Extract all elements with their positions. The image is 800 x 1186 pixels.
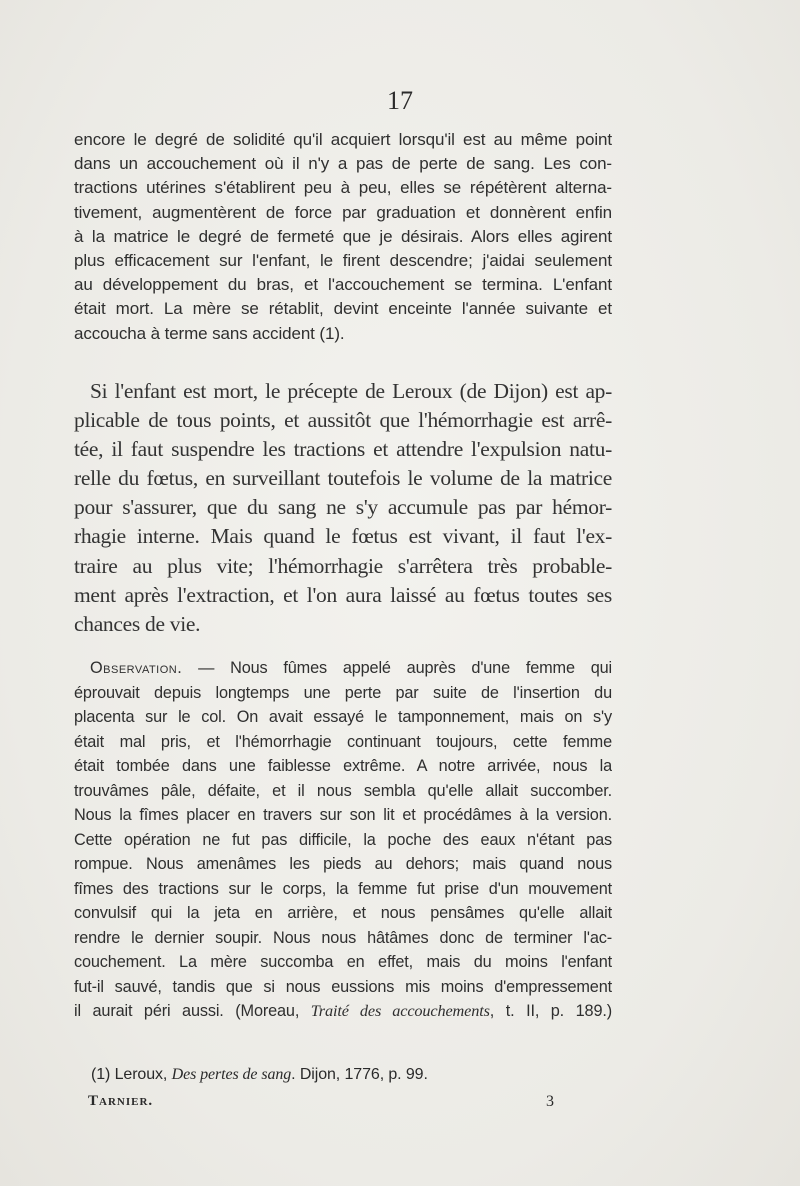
text-line: Nous la fîmes placer en travers sur son lit et procédâmes à la version. [74, 806, 612, 824]
text-line: était mal pris, et l'hémorrhagie continuant toujours, cette femme [74, 732, 612, 751]
text-line: dans un accouchement où il n'y a pas de perte de sang. Les con- [74, 154, 612, 174]
footnote-reference: . Dijon, 1776, p. 99. [291, 1066, 428, 1083]
text-line: éprouvait depuis longtemps une perte par suite de l'insertion du [74, 683, 612, 702]
text-line: placenta sur le col. On avait essayé le tamponnement, mais on s'y [74, 708, 612, 726]
paragraph-case-narrative [74, 128, 612, 346]
footnote-title: Des pertes de sang [171, 1066, 292, 1083]
text-line: fîmes des tractions sur le corps, la femme fut prise d'un mouvement [74, 879, 612, 898]
text-line [74, 999, 612, 1024]
text-line: était tombée dans une faiblesse extrême. A notre arrivée, nous la [74, 757, 612, 775]
footnote-marker: (1) Leroux, [91, 1066, 168, 1083]
text-line: tivement, augmentèrent de force par graduation et donnèrent enfin [74, 202, 612, 222]
text-line: encore le degré de solidité qu'il acquiert lorsqu'il est au même point [74, 130, 612, 149]
observation-first-line: — Nous fûmes appelé auprès d'une femme qui [198, 659, 612, 677]
signature-mark: Tarnier. [88, 1093, 154, 1109]
text-line: ment après l'extraction, et l'on aura laissé au fœtus toutes ses [74, 582, 612, 607]
text-line: relle du fœtus, en surveillant toutefois le volume de la matrice [74, 466, 612, 491]
text-line: convulsif qui la jeta en arrière, et nous pensâmes qu'elle allait [74, 904, 612, 922]
citation-author: il aurait péri aussi. (Moreau, [74, 1002, 300, 1020]
citation-reference: , t. II, p. 189.) [489, 1002, 612, 1020]
text-line: tractions utérines s'établirent peu à peu, elles se répétèrent alterna- [74, 178, 612, 198]
text-line: accoucha à terme sans accident (1). [74, 323, 345, 343]
observation-heading: Observation. [90, 659, 183, 677]
text-line: plus efficacement sur l'enfant, le firent descendre; j'aidai seulement [74, 251, 612, 271]
text-line: Cette opération ne fut pas difficile, la poche des eaux n'étant pas [74, 830, 612, 849]
text-line: tée, il faut suspendre les tractions et attendre l'expulsion natu- [74, 437, 612, 462]
text-line: trouvâmes pâle, défaite, et il nous sembla qu'elle allait succomber. [74, 781, 612, 800]
text-line: chances de vie. [74, 611, 201, 636]
text-line: rhagie interne. Mais quand le fœtus est vivant, il faut l'ex- [74, 524, 612, 549]
text-line: traire au plus vite; l'hémorrhagie s'arrêtera très probable- [74, 553, 612, 578]
sheet-number: 3 [546, 1093, 554, 1110]
text-line: plicable de tous points, et aussitôt que l'hémorrhagie est arrê- [74, 408, 612, 433]
paragraph-precept [74, 377, 612, 639]
footnote [91, 1066, 428, 1084]
text-line: couchement. La mère succomba en effet, mais du moins l'enfant [74, 953, 612, 971]
citation-title: Traité des accouchements [310, 1001, 490, 1020]
text-line: était mort. La mère se rétablit, devint enceinte l'année suivante et [74, 299, 612, 319]
text-line: rendre le dernier soupir. Nous nous hâtâmes donc de terminer l'ac- [74, 928, 612, 947]
page-number: 17 [387, 86, 413, 115]
paragraph-observation [74, 656, 612, 1024]
text-line [74, 656, 612, 681]
text-line: au développement du bras, et l'accouchement se termina. L'enfant [74, 275, 612, 295]
text-line: rompue. Nous amenâmes les pieds au dehors; mais quand nous [74, 855, 612, 873]
text-line: fut-il sauvé, tandis que si nous eussions mis moins d'empressement [74, 977, 612, 996]
text-line: à la matrice le degré de fermeté que je désirais. Alors elles agirent [74, 226, 612, 246]
text-line: Si l'enfant est mort, le précepte de Leroux (de Dijon) est ap- [90, 379, 612, 403]
text-line: pour s'assurer, que du sang ne s'y accumule pas par hémor- [74, 495, 612, 520]
